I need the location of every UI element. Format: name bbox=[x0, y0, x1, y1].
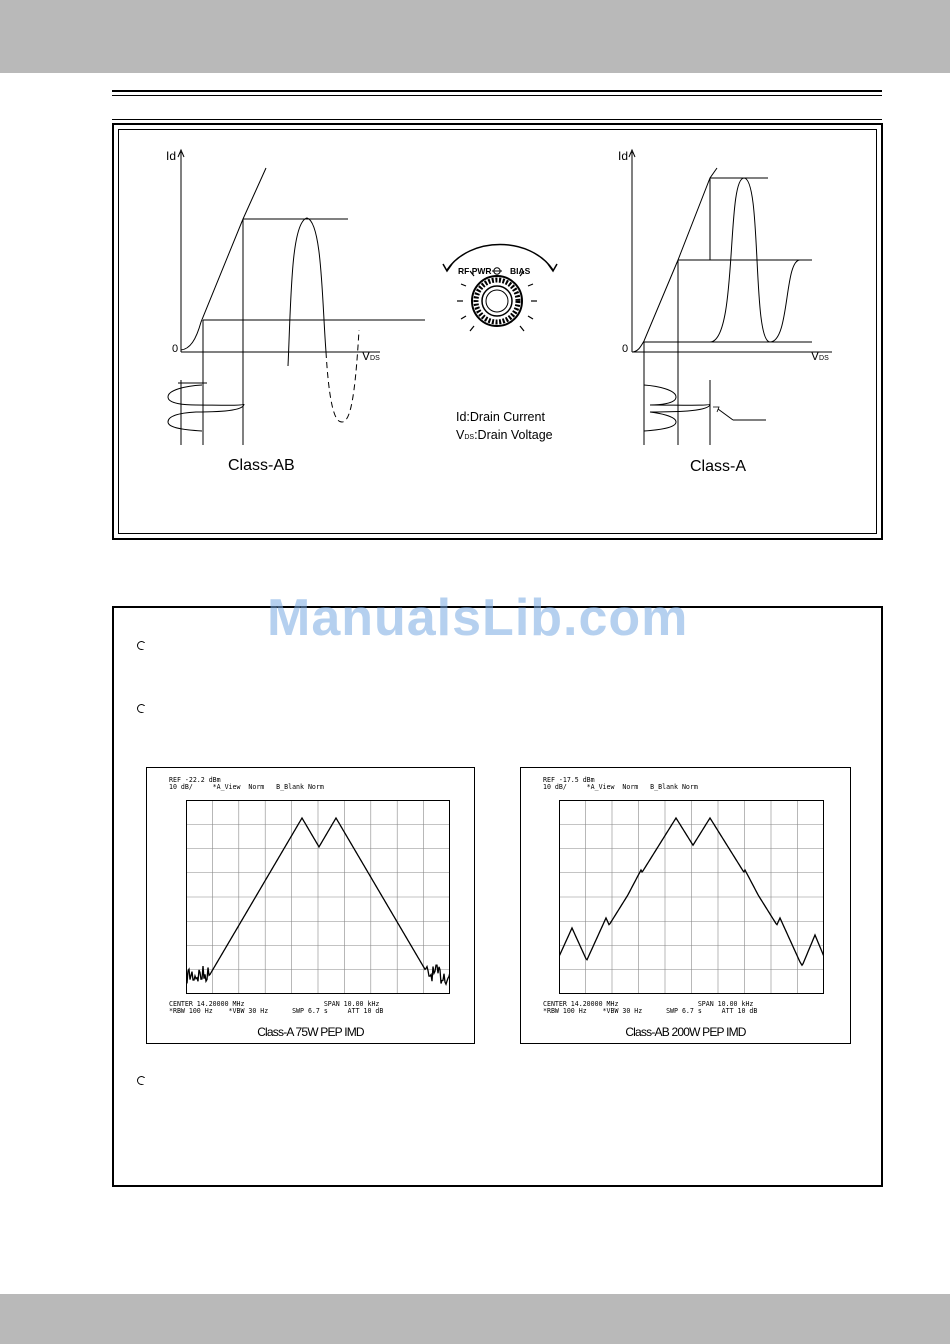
bullet-2 bbox=[137, 704, 146, 713]
bottom-band bbox=[0, 1294, 950, 1344]
knob-label-rf-pwr: RF PWR bbox=[458, 266, 492, 276]
vds-axis-label-ab: VDS bbox=[362, 349, 380, 363]
spectrum-a-center: CENTER 14.20000 MHz SPAN 10.00 kHz bbox=[169, 1000, 380, 1008]
legend-drain-voltage: VDS:Drain Voltage bbox=[456, 428, 553, 442]
spectrum-class-a bbox=[146, 767, 475, 1044]
class-ab-graph bbox=[168, 150, 425, 445]
zero-label-a: 0 bbox=[622, 343, 629, 355]
spectrum-a-caption: Class-A 75W PEP IMD bbox=[257, 1025, 364, 1039]
zero-label-ab: 0 bbox=[172, 343, 179, 355]
spectrum-ab-scale: 10 dB/ *A_View Norm B_Blank Norm bbox=[543, 783, 698, 791]
spectrum-ab-ref: REF -17.5 dBm bbox=[543, 776, 595, 784]
spectrum-a-ref: REF -22.2 dBm bbox=[169, 776, 221, 784]
spectrum-a-plot bbox=[186, 800, 450, 994]
spectrum-class-ab bbox=[520, 767, 851, 1044]
spectrum-ab-rbw: *RBW 100 Hz *VBW 30 Hz SWP 6.7 s ATT 10 dB bbox=[543, 1007, 758, 1015]
id-axis-label-a: Id bbox=[618, 149, 629, 163]
knob-label-bias: BIAS bbox=[510, 266, 531, 276]
class-ab-label: Class-AB bbox=[228, 457, 295, 474]
spectrum-ab-plot bbox=[559, 800, 824, 994]
vds-axis-label-a: VDS bbox=[811, 349, 829, 363]
spectrum-ab-grid bbox=[559, 800, 824, 994]
spectrum-a-scale: 10 dB/ *A_View Norm B_Blank Norm bbox=[169, 783, 324, 791]
class-a-graph bbox=[629, 150, 832, 445]
bias-diagram bbox=[0, 0, 950, 560]
spectrum-a-rbw: *RBW 100 Hz *VBW 30 Hz SWP 6.7 s ATT 10 dB bbox=[169, 1007, 384, 1015]
bias-knob bbox=[443, 245, 557, 332]
id-axis-label-ab: Id bbox=[166, 149, 177, 163]
bullet-1 bbox=[137, 641, 146, 650]
watermark: ManualsLib.com bbox=[267, 589, 689, 647]
spectrum-ab-caption: Class-AB 200W PEP IMD bbox=[625, 1025, 746, 1039]
spectrum-a-grid bbox=[186, 800, 450, 994]
legend-drain-current: Id:Drain Current bbox=[456, 410, 545, 424]
bullet-3 bbox=[137, 1076, 146, 1085]
spectrum-ab-center: CENTER 14.20000 MHz SPAN 10.00 kHz bbox=[543, 1000, 754, 1008]
class-a-label: Class-A bbox=[690, 458, 747, 475]
